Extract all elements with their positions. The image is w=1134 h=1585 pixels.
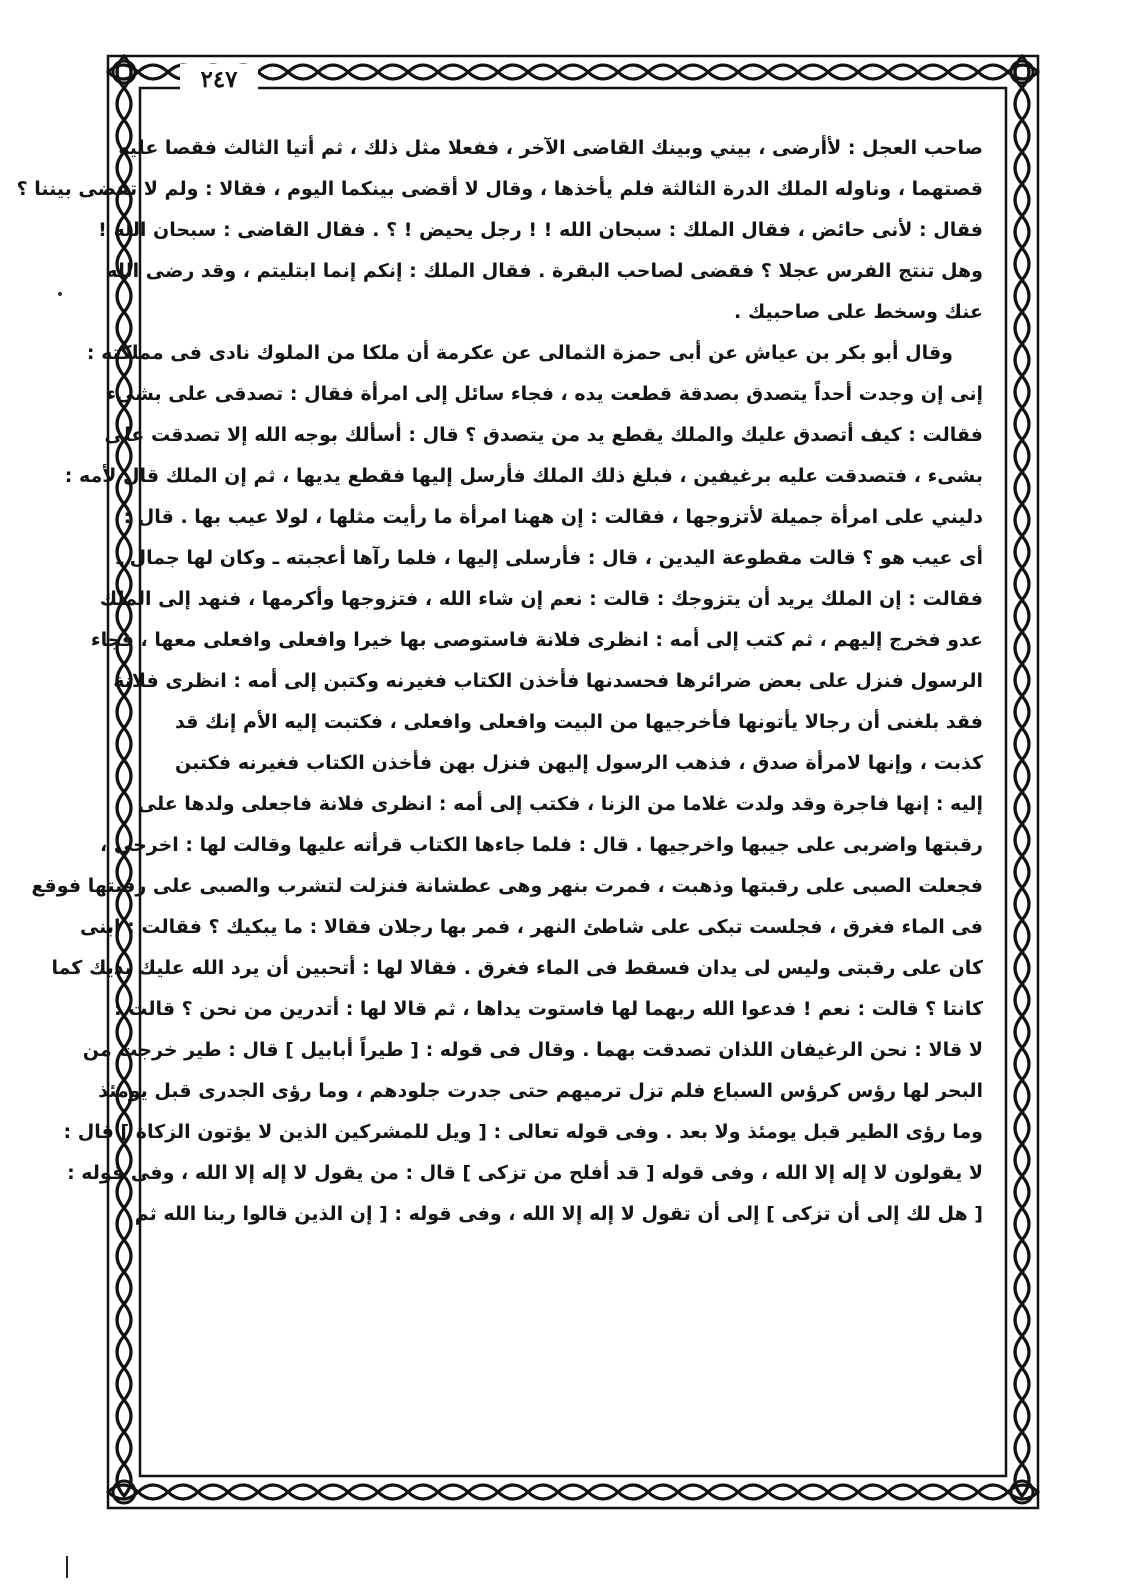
- text-line: كانتا ؟ قالت : نعم ! فدعوا الله ربهما لها فاستوت يداها ، ثم قالا لها : أتدرين من نحن ؟ قالت :: [114, 998, 983, 1020]
- text-line: لا يقولون لا إله إلا الله ، وفى قوله [ قد أفلح من تزكى ] قال : من يقول لا إله إلا الله ، وفى قوله :: [67, 1162, 983, 1184]
- text-line: فقد بلغنى أن رجالا يأتونها فأخرجيها من البيت وافعلى وافعلى ، فكتبت إليه الأم إنك قد: [175, 711, 983, 733]
- paragraph-end-line: عنك وسخط على صاحبيك .: [734, 301, 983, 323]
- text-line: بشىء ، فتصدقت عليه برغيفين ، فبلغ ذلك الملك فأرسل إليها فقطع يديها ، ثم إن الملك قال لأمه :: [64, 465, 983, 487]
- text-line: فقال : لأنى حائض ، فقال الملك : سبحان الله ! ! رجل يحيض ! ؟ . فقال القاضى : سبحان الله !: [98, 219, 983, 241]
- text-line: رقبتها واضربى على جيبها واخرجيها . قال : فلما جاءها الكتاب قرأته عليها وقالت لها : اخرجى ،: [100, 834, 983, 856]
- text-line: فقالت : إن الملك يريد أن يتزوجك : قالت : نعم إن شاء الله ، فتزوجها وأكرمها ، فنهد إلى الملك: [99, 588, 983, 610]
- text-line: وقال أبو بكر بن عياش عن أبى حمزة الثمالى عن عكرمة أن ملكا من الملوك نادى فى مملكته :: [86, 342, 953, 364]
- text-line: إليه : إنها فاجرة وقد ولدت غلاما من الزنا ، فكتب إلى أمه : انظرى فلانة فاجعلى ولدها على: [137, 793, 983, 815]
- scan-mark: [66, 1556, 68, 1578]
- text-line: وهل تنتج الفرس عجلا ؟ فقضى لصاحب البقرة . فقال الملك : إنكم إنما ابتليتم ، وقد رضى الله: [106, 260, 983, 282]
- text-line: عدو فخرج إليهم ، ثم كتب إلى أمه : انظرى فلانة فاستوصى بها خيرا وافعلى وافعلى معها ، فجاء: [90, 629, 983, 651]
- text-line: وما رؤى الطير قبل يومئذ ولا بعد . وفى قوله تعالى : [ ويل للمشركين الذين لا يؤتون الزكاة ] قال :: [63, 1121, 983, 1143]
- text-line: صاحب العجل : لأأرضى ، بيني وبينك القاضى الآخر ، ففعلا مثل ذلك ، ثم أتيا الثالث فقصا عليه: [118, 137, 983, 159]
- text-line: البحر لها رؤس كرؤس السباع فلم تزل ترميهم حتى جدرت جلودهم ، وما رؤى الجدرى قبل يومئذ: [98, 1080, 983, 1102]
- text-line: فجعلت الصبى على رقبتها وذهبت ، فمرت بنهر وهى عطشانة فنزلت لتشرب والصبى على رقبتها فوقع: [31, 875, 983, 897]
- text-line: الرسول فنزل على بعض ضرائرها فحسدنها فأخذن الكتاب فغيرنه وكتبن إلى أمه : انظرى فلانة: [113, 670, 983, 692]
- text-line: فى الماء فغرق ، فجلست تبكى على شاطئ النهر ، فمر بها رجلان فقالا : ما يبكيك ؟ فقالت : ابنى: [79, 916, 983, 938]
- text-line: كذبت ، وإنها لامرأة صدق ، فذهب الرسول إليهن فنزل بهن فأخذن الكتاب فغيرنه فكتبن: [175, 752, 983, 774]
- text-line: [ هل لك إلى أن تزكى ] إلى أن تقول لا إله إلا الله ، وفى قوله : [ إن الذين قالوا ربنا الله ثم: [134, 1203, 983, 1225]
- body-text: [16, 128, 983, 1468]
- text-line: قصتهما ، وناوله الملك الدرة الثالثة فلم يأخذها ، وقال لا أقضى بينكما اليوم ، فقالا : ولم لا تقضى بيننا ؟: [16, 178, 983, 200]
- page-number: ٢٤٧: [180, 64, 258, 96]
- scan-speck: [58, 292, 62, 296]
- text-line: إنى إن وجدت أحداً يتصدق بصدقة قطعت يده ، فجاء سائل إلى امرأة فقال : تصدقى على بشىء: [106, 383, 983, 405]
- text-line: فقالت : كيف أتصدق عليك والملك يقطع يد من يتصدق ؟ قال : أسألك بوجه الله إلا تصدقت على: [104, 424, 983, 446]
- text-line: لا قالا : نحن الرغيفان اللذان تصدقت بهما . وقال فى قوله : [ طيراً أبابيل ] قال : طير خرجت من: [82, 1039, 983, 1061]
- text-line: كان على رقبتى وليس لى يدان فسقط فى الماء فغرق . فقالا لها : أتحبين أن يرد الله عليك يديك كما: [51, 957, 983, 979]
- text-line: دليني على امرأة جميلة لأتزوجها ، فقالت : إن ههنا امرأة ما رأيت مثلها ، لولا عيب بها . قال :: [123, 506, 983, 528]
- text-line: أى عيب هو ؟ قالت مقطوعة اليدين ، قال : فأرسلى إليها ، فلما رآها أعجبته ـ وكان لها جمال ـ: [116, 547, 983, 569]
